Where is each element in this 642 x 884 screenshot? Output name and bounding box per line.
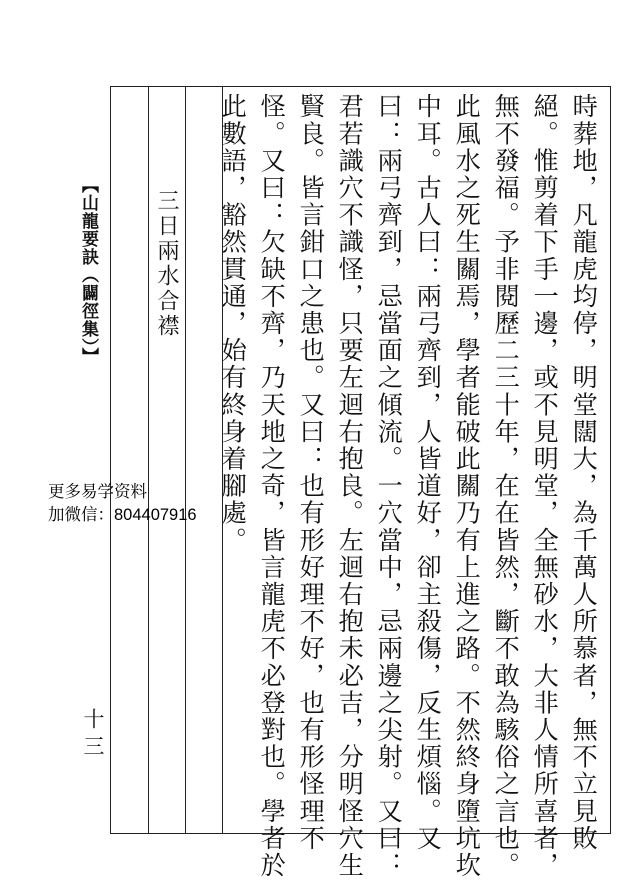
text-column-7: 君若識穴不識怪，只要左迴右抱良。左迴右抱未必吉，分明怪穴生	[335, 93, 365, 879]
page-number: 十三	[81, 708, 105, 762]
section-title: 三日兩水合襟	[154, 189, 179, 339]
column-divider	[185, 87, 186, 833]
text-column-8: 賢良。皆言鉗口之患也。又曰：也有形好理不好，也有形怪理不	[296, 93, 326, 852]
column-divider	[148, 87, 149, 833]
book-title: 【山龍要訣（闢徑集）】	[78, 176, 98, 366]
page-frame	[110, 86, 611, 879]
text-column-10: 此數語，豁然貫通，始有終身着腳處。	[218, 93, 248, 554]
text-column-5: 中耳。古人曰：兩弓齊到，人皆道好，卻主殺傷，反生煩惱。又	[413, 93, 443, 852]
text-column-6: 曰：兩弓齊到，忌當面之傾流。一穴當中，忌兩邊之尖射。又曰：	[374, 93, 404, 879]
watermark	[48, 481, 197, 527]
text-column-9: 怪。又曰：欠缺不齊，乃天地之奇，皆言龍虎不必登對也。學者於	[257, 93, 287, 879]
watermark-line-1: 更多易学资料	[48, 483, 147, 501]
watermark-line-2: 加微信：804407916	[48, 506, 197, 524]
text-column-2: 絕。惟剪着下手一邊，或不見明堂，全無砂水，大非人情所喜者，	[530, 93, 560, 879]
text-column-4: 此風水之死生關焉，學者能破此關乃有上進之路。不然終身墮坑坎	[452, 93, 482, 879]
text-column-1: 時葬地，凡龍虎均停，明堂闊大，為千萬人所慕者，無不立見敗	[569, 93, 599, 852]
text-column-3: 無不發福。予非閱歷二三十年，在在皆然，斷不敢為駭俗之言也。	[491, 93, 521, 879]
